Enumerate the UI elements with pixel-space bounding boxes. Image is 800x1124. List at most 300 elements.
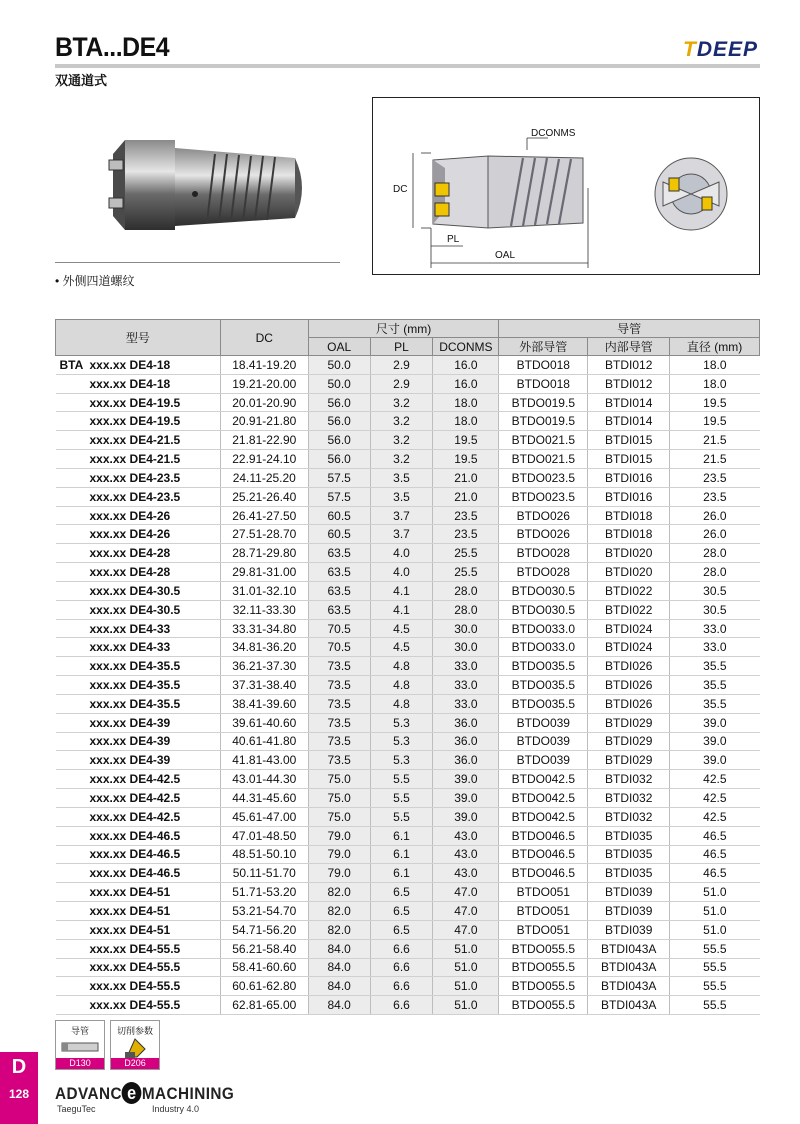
cell-diameter: 23.5 <box>670 487 760 506</box>
cell-diameter: 30.5 <box>670 581 760 600</box>
cell-model <box>56 807 221 826</box>
table-row <box>56 845 760 864</box>
model-code: xxx.xx DE4-55.5 <box>89 979 181 994</box>
cell-oal: 84.0 <box>308 977 370 996</box>
model-code: xxx.xx DE4-46.5 <box>89 828 181 843</box>
cell-oal: 56.0 <box>308 393 370 412</box>
cell-dconms: 33.0 <box>433 676 499 695</box>
header-dc: DC <box>220 320 308 356</box>
cell-model <box>56 356 221 375</box>
cell-pl: 5.5 <box>370 807 433 826</box>
model-code: xxx.xx DE4-42.5 <box>89 809 181 824</box>
cell-inner-tube: BTDI043A <box>588 996 670 1015</box>
cell-dconms: 28.0 <box>433 581 499 600</box>
cell-inner-tube: BTDI015 <box>588 431 670 450</box>
cell-dc: 21.81-22.90 <box>220 431 308 450</box>
table-row <box>56 751 760 770</box>
table-row <box>56 920 760 939</box>
cell-diameter: 23.5 <box>670 468 760 487</box>
cell-inner-tube: BTDI024 <box>588 638 670 657</box>
cell-dc: 56.21-58.40 <box>220 939 308 958</box>
table-row <box>56 544 760 563</box>
cell-oal: 70.5 <box>308 638 370 657</box>
model-code: xxx.xx DE4-39 <box>89 753 171 768</box>
cell-dc: 32.11-33.30 <box>220 600 308 619</box>
cell-oal: 63.5 <box>308 581 370 600</box>
cell-dc: 33.31-34.80 <box>220 619 308 638</box>
cell-outer-tube: BTDO046.5 <box>499 864 588 883</box>
cell-dconms: 39.0 <box>433 807 499 826</box>
table-row <box>56 450 760 469</box>
cell-dconms: 25.5 <box>433 544 499 563</box>
cell-inner-tube: BTDI029 <box>588 713 670 732</box>
table-row <box>56 807 760 826</box>
cell-outer-tube: BTDO055.5 <box>499 958 588 977</box>
cell-model <box>56 996 221 1015</box>
cell-model <box>56 845 221 864</box>
cell-model <box>56 393 221 412</box>
table-row <box>56 826 760 845</box>
cell-pl: 4.0 <box>370 563 433 582</box>
model-code: xxx.xx DE4-30.5 <box>89 583 181 598</box>
dc-label: DC <box>393 184 408 195</box>
page-title: BTA...DE4 <box>55 32 170 62</box>
brand-logo: TDEEP <box>682 38 758 61</box>
cell-oal: 56.0 <box>308 431 370 450</box>
cell-oal: 82.0 <box>308 883 370 902</box>
table-row <box>56 431 760 450</box>
model-code: xxx.xx DE4-19.5 <box>89 395 181 410</box>
table-row <box>56 600 760 619</box>
cell-outer-tube: BTDO042.5 <box>499 807 588 826</box>
cell-dconms: 30.0 <box>433 638 499 657</box>
tube-icon <box>58 1037 102 1057</box>
cell-inner-tube: BTDI026 <box>588 676 670 695</box>
footer-company: TaeguTec <box>57 1104 96 1114</box>
cell-dconms: 16.0 <box>433 374 499 393</box>
cell-oal: 70.5 <box>308 619 370 638</box>
cell-dconms: 39.0 <box>433 789 499 808</box>
cell-dconms: 36.0 <box>433 751 499 770</box>
cell-model <box>56 619 221 638</box>
cell-dconms: 21.0 <box>433 487 499 506</box>
cell-outer-tube: BTDO035.5 <box>499 657 588 676</box>
model-code: xxx.xx DE4-23.5 <box>89 470 181 485</box>
cell-dc: 27.51-28.70 <box>220 525 308 544</box>
cell-diameter: 55.5 <box>670 939 760 958</box>
technical-diagram <box>372 97 760 275</box>
cell-pl: 4.1 <box>370 600 433 619</box>
cell-diameter: 39.0 <box>670 751 760 770</box>
cell-oal: 82.0 <box>308 902 370 921</box>
cell-outer-tube: BTDO019.5 <box>499 393 588 412</box>
cell-dconms: 30.0 <box>433 619 499 638</box>
product-photo <box>95 118 325 248</box>
cell-dc: 25.21-26.40 <box>220 487 308 506</box>
cell-model <box>56 468 221 487</box>
cell-model <box>56 694 221 713</box>
table-row <box>56 468 760 487</box>
cell-diameter: 19.5 <box>670 412 760 431</box>
reference-cutting-page: D206 <box>111 1058 159 1069</box>
cell-outer-tube: BTDO051 <box>499 883 588 902</box>
cell-diameter: 42.5 <box>670 770 760 789</box>
model-code: xxx.xx DE4-33 <box>89 621 171 636</box>
cell-diameter: 18.0 <box>670 374 760 393</box>
cell-diameter: 21.5 <box>670 431 760 450</box>
cell-diameter: 42.5 <box>670 807 760 826</box>
cell-inner-tube: BTDI029 <box>588 732 670 751</box>
table-row <box>56 619 760 638</box>
cell-model <box>56 751 221 770</box>
cell-dconms: 51.0 <box>433 958 499 977</box>
cell-dconms: 47.0 <box>433 902 499 921</box>
cell-outer-tube: BTDO018 <box>499 374 588 393</box>
model-code: xxx.xx DE4-30.5 <box>89 602 181 617</box>
cell-dconms: 51.0 <box>433 996 499 1015</box>
cell-diameter: 28.0 <box>670 544 760 563</box>
cell-dc: 41.81-43.00 <box>220 751 308 770</box>
cell-oal: 56.0 <box>308 450 370 469</box>
cell-oal: 73.5 <box>308 751 370 770</box>
table-row <box>56 770 760 789</box>
cell-dconms: 16.0 <box>433 356 499 375</box>
cell-inner-tube: BTDI035 <box>588 845 670 864</box>
spec-table-body <box>56 356 760 1015</box>
cell-model <box>56 732 221 751</box>
cell-inner-tube: BTDI014 <box>588 412 670 431</box>
cell-diameter: 55.5 <box>670 977 760 996</box>
cell-dc: 44.31-45.60 <box>220 789 308 808</box>
header-dconms: DCONMS <box>433 338 499 356</box>
cell-dconms: 28.0 <box>433 600 499 619</box>
cell-oal: 63.5 <box>308 544 370 563</box>
cell-pl: 3.5 <box>370 487 433 506</box>
cell-outer-tube: BTDO055.5 <box>499 996 588 1015</box>
cell-dconms: 51.0 <box>433 977 499 996</box>
cell-oal: 57.5 <box>308 487 370 506</box>
cell-dc: 60.61-62.80 <box>220 977 308 996</box>
cell-diameter: 28.0 <box>670 563 760 582</box>
cell-dc: 53.21-54.70 <box>220 902 308 921</box>
table-row <box>56 563 760 582</box>
cell-diameter: 46.5 <box>670 864 760 883</box>
cell-pl: 4.0 <box>370 544 433 563</box>
model-code: xxx.xx DE4-35.5 <box>89 659 181 674</box>
cell-model <box>56 657 221 676</box>
cell-model <box>56 883 221 902</box>
table-row <box>56 356 760 375</box>
cell-inner-tube: BTDI026 <box>588 694 670 713</box>
model-code: xxx.xx DE4-35.5 <box>89 677 181 692</box>
cell-oal: 73.5 <box>308 657 370 676</box>
cell-pl: 6.5 <box>370 883 433 902</box>
cell-inner-tube: BTDI016 <box>588 487 670 506</box>
cell-outer-tube: BTDO042.5 <box>499 770 588 789</box>
model-code: xxx.xx DE4-42.5 <box>89 790 181 805</box>
reference-cutting-data[interactable]: 切削参数 D206 <box>110 1020 160 1070</box>
cell-outer-tube: BTDO018 <box>499 356 588 375</box>
cell-pl: 6.5 <box>370 920 433 939</box>
cell-inner-tube: BTDI043A <box>588 977 670 996</box>
cell-diameter: 26.0 <box>670 525 760 544</box>
cell-oal: 75.0 <box>308 789 370 808</box>
cell-oal: 63.5 <box>308 600 370 619</box>
table-row <box>56 713 760 732</box>
cell-dconms: 18.0 <box>433 393 499 412</box>
cell-inner-tube: BTDI032 <box>588 770 670 789</box>
cell-inner-tube: BTDI018 <box>588 525 670 544</box>
header-outer: 外部导管 <box>499 338 588 356</box>
cell-dc: 24.11-25.20 <box>220 468 308 487</box>
cell-outer-tube: BTDO042.5 <box>499 789 588 808</box>
cell-pl: 4.8 <box>370 676 433 695</box>
model-code: xxx.xx DE4-51 <box>89 885 171 900</box>
cell-model <box>56 826 221 845</box>
cell-dconms: 23.5 <box>433 506 499 525</box>
cell-model <box>56 676 221 695</box>
table-row <box>56 393 760 412</box>
cell-model <box>56 977 221 996</box>
cell-outer-tube: BTDO051 <box>499 920 588 939</box>
cell-diameter: 51.0 <box>670 902 760 921</box>
page-number: 128 <box>8 1087 30 1101</box>
cell-pl: 3.5 <box>370 468 433 487</box>
cell-diameter: 21.5 <box>670 450 760 469</box>
cell-pl: 6.1 <box>370 864 433 883</box>
table-row <box>56 977 760 996</box>
cell-diameter: 33.0 <box>670 638 760 657</box>
table-row <box>56 374 760 393</box>
cell-outer-tube: BTDO033.0 <box>499 619 588 638</box>
cell-dconms: 36.0 <box>433 713 499 732</box>
header-model: 型号 <box>56 320 221 356</box>
cell-pl: 3.2 <box>370 431 433 450</box>
cell-oal: 73.5 <box>308 676 370 695</box>
cell-diameter: 42.5 <box>670 789 760 808</box>
cell-diameter: 39.0 <box>670 732 760 751</box>
cell-outer-tube: BTDO026 <box>499 525 588 544</box>
header-inner: 内部导管 <box>588 338 670 356</box>
reference-tube[interactable]: 导管 D130 <box>55 1020 105 1070</box>
model-code: xxx.xx DE4-18 <box>89 357 171 372</box>
reference-tube-page: D130 <box>56 1058 104 1069</box>
cell-dconms: 51.0 <box>433 939 499 958</box>
cell-model <box>56 939 221 958</box>
cell-dc: 51.71-53.20 <box>220 883 308 902</box>
cell-diameter: 19.5 <box>670 393 760 412</box>
cell-dconms: 43.0 <box>433 864 499 883</box>
pl-label: PL <box>447 234 460 245</box>
cell-pl: 3.7 <box>370 525 433 544</box>
cell-dc: 29.81-31.00 <box>220 563 308 582</box>
cell-model <box>56 506 221 525</box>
table-row <box>56 638 760 657</box>
cell-pl: 6.6 <box>370 939 433 958</box>
cell-inner-tube: BTDI039 <box>588 902 670 921</box>
cell-inner-tube: BTDI039 <box>588 920 670 939</box>
cell-dconms: 33.0 <box>433 657 499 676</box>
table-row <box>56 864 760 883</box>
cell-inner-tube: BTDI043A <box>588 958 670 977</box>
cell-pl: 6.1 <box>370 845 433 864</box>
cell-model <box>56 713 221 732</box>
cell-dconms: 21.0 <box>433 468 499 487</box>
table-row <box>56 883 760 902</box>
cell-dc: 47.01-48.50 <box>220 826 308 845</box>
cell-dconms: 43.0 <box>433 845 499 864</box>
cell-dc: 22.91-24.10 <box>220 450 308 469</box>
cell-model <box>56 770 221 789</box>
table-row <box>56 506 760 525</box>
cell-dconms: 43.0 <box>433 826 499 845</box>
cell-model <box>56 600 221 619</box>
cell-pl: 6.6 <box>370 977 433 996</box>
cell-model <box>56 374 221 393</box>
header-tube: 导管 <box>499 320 760 338</box>
header-oal: OAL <box>308 338 370 356</box>
model-code: xxx.xx DE4-39 <box>89 715 171 730</box>
model-prefix: BTA <box>59 357 84 372</box>
section-tab: D 128 <box>0 1052 38 1124</box>
cell-model <box>56 864 221 883</box>
cell-oal: 84.0 <box>308 996 370 1015</box>
cell-model <box>56 450 221 469</box>
cell-dc: 26.41-27.50 <box>220 506 308 525</box>
cell-dc: 40.61-41.80 <box>220 732 308 751</box>
cell-diameter: 55.5 <box>670 996 760 1015</box>
photo-divider <box>55 262 340 263</box>
cell-oal: 75.0 <box>308 770 370 789</box>
cell-model <box>56 431 221 450</box>
model-code: xxx.xx DE4-39 <box>89 734 171 749</box>
cell-oal: 79.0 <box>308 845 370 864</box>
cell-model <box>56 563 221 582</box>
cell-dconms: 39.0 <box>433 770 499 789</box>
cell-diameter: 39.0 <box>670 713 760 732</box>
cell-oal: 79.0 <box>308 826 370 845</box>
cell-pl: 4.8 <box>370 694 433 713</box>
cell-diameter: 35.5 <box>670 676 760 695</box>
cell-pl: 3.2 <box>370 450 433 469</box>
cell-pl: 5.3 <box>370 732 433 751</box>
cell-pl: 4.8 <box>370 657 433 676</box>
cell-inner-tube: BTDI032 <box>588 789 670 808</box>
model-code: xxx.xx DE4-42.5 <box>89 772 181 787</box>
cell-pl: 5.3 <box>370 751 433 770</box>
cell-oal: 60.5 <box>308 525 370 544</box>
cell-outer-tube: BTDO051 <box>499 902 588 921</box>
table-row <box>56 939 760 958</box>
model-code: xxx.xx DE4-46.5 <box>89 847 181 862</box>
cell-dconms: 19.5 <box>433 450 499 469</box>
cell-dc: 43.01-44.30 <box>220 770 308 789</box>
cell-inner-tube: BTDI029 <box>588 751 670 770</box>
cell-dc: 62.81-65.00 <box>220 996 308 1015</box>
table-row <box>56 676 760 695</box>
cell-diameter: 55.5 <box>670 958 760 977</box>
cell-outer-tube: BTDO021.5 <box>499 431 588 450</box>
model-code: xxx.xx DE4-19.5 <box>89 414 181 429</box>
cell-model <box>56 487 221 506</box>
cell-model <box>56 789 221 808</box>
table-row <box>56 694 760 713</box>
cell-model <box>56 638 221 657</box>
cell-oal: 63.5 <box>308 563 370 582</box>
cell-oal: 57.5 <box>308 468 370 487</box>
cell-pl: 3.2 <box>370 393 433 412</box>
model-code: xxx.xx DE4-55.5 <box>89 941 181 956</box>
cell-oal: 73.5 <box>308 732 370 751</box>
cell-oal: 82.0 <box>308 920 370 939</box>
cell-pl: 3.2 <box>370 412 433 431</box>
cell-outer-tube: BTDO046.5 <box>499 826 588 845</box>
cell-inner-tube: BTDI022 <box>588 600 670 619</box>
table-row <box>56 657 760 676</box>
cell-diameter: 33.0 <box>670 619 760 638</box>
cell-inner-tube: BTDI043A <box>588 939 670 958</box>
footer-tagline: Industry 4.0 <box>152 1104 200 1114</box>
table-row <box>56 732 760 751</box>
cell-diameter: 51.0 <box>670 920 760 939</box>
cell-pl: 4.5 <box>370 619 433 638</box>
cell-dconms: 19.5 <box>433 431 499 450</box>
footer-logo: ADVANC e MACHINING <box>55 1083 235 1103</box>
cell-oal: 73.5 <box>308 694 370 713</box>
cell-dc: 36.21-37.30 <box>220 657 308 676</box>
cell-inner-tube: BTDI012 <box>588 374 670 393</box>
cell-outer-tube: BTDO030.5 <box>499 600 588 619</box>
header-dims: 尺寸 (mm) <box>308 320 499 338</box>
cell-diameter: 30.5 <box>670 600 760 619</box>
cell-inner-tube: BTDI012 <box>588 356 670 375</box>
cell-oal: 84.0 <box>308 939 370 958</box>
cell-dc: 31.01-32.10 <box>220 581 308 600</box>
cell-dc: 50.11-51.70 <box>220 864 308 883</box>
cell-dc: 58.41-60.60 <box>220 958 308 977</box>
cell-outer-tube: BTDO023.5 <box>499 487 588 506</box>
dconms-label: DCONMS <box>531 128 576 139</box>
table-row <box>56 525 760 544</box>
cell-diameter: 35.5 <box>670 657 760 676</box>
cell-pl: 4.5 <box>370 638 433 657</box>
cell-dconms: 36.0 <box>433 732 499 751</box>
cell-dc: 54.71-56.20 <box>220 920 308 939</box>
model-code: xxx.xx DE4-35.5 <box>89 696 181 711</box>
cell-pl: 6.6 <box>370 958 433 977</box>
page-subtitle: 双通道式 <box>55 73 108 88</box>
feature-note: • 外侧四道螺纹 <box>55 274 135 288</box>
cell-outer-tube: BTDO023.5 <box>499 468 588 487</box>
cell-outer-tube: BTDO035.5 <box>499 694 588 713</box>
model-code: xxx.xx DE4-51 <box>89 922 171 937</box>
spec-table <box>55 319 760 1015</box>
model-code: xxx.xx DE4-23.5 <box>89 489 181 504</box>
cell-pl: 6.5 <box>370 902 433 921</box>
cell-oal: 56.0 <box>308 412 370 431</box>
cell-dc: 38.41-39.60 <box>220 694 308 713</box>
cell-pl: 2.9 <box>370 356 433 375</box>
cell-outer-tube: BTDO035.5 <box>499 676 588 695</box>
cell-inner-tube: BTDI035 <box>588 826 670 845</box>
cell-oal: 75.0 <box>308 807 370 826</box>
table-row <box>56 487 760 506</box>
cell-dc: 45.61-47.00 <box>220 807 308 826</box>
cell-dconms: 25.5 <box>433 563 499 582</box>
cell-pl: 3.7 <box>370 506 433 525</box>
cell-outer-tube: BTDO055.5 <box>499 977 588 996</box>
cell-oal: 79.0 <box>308 864 370 883</box>
